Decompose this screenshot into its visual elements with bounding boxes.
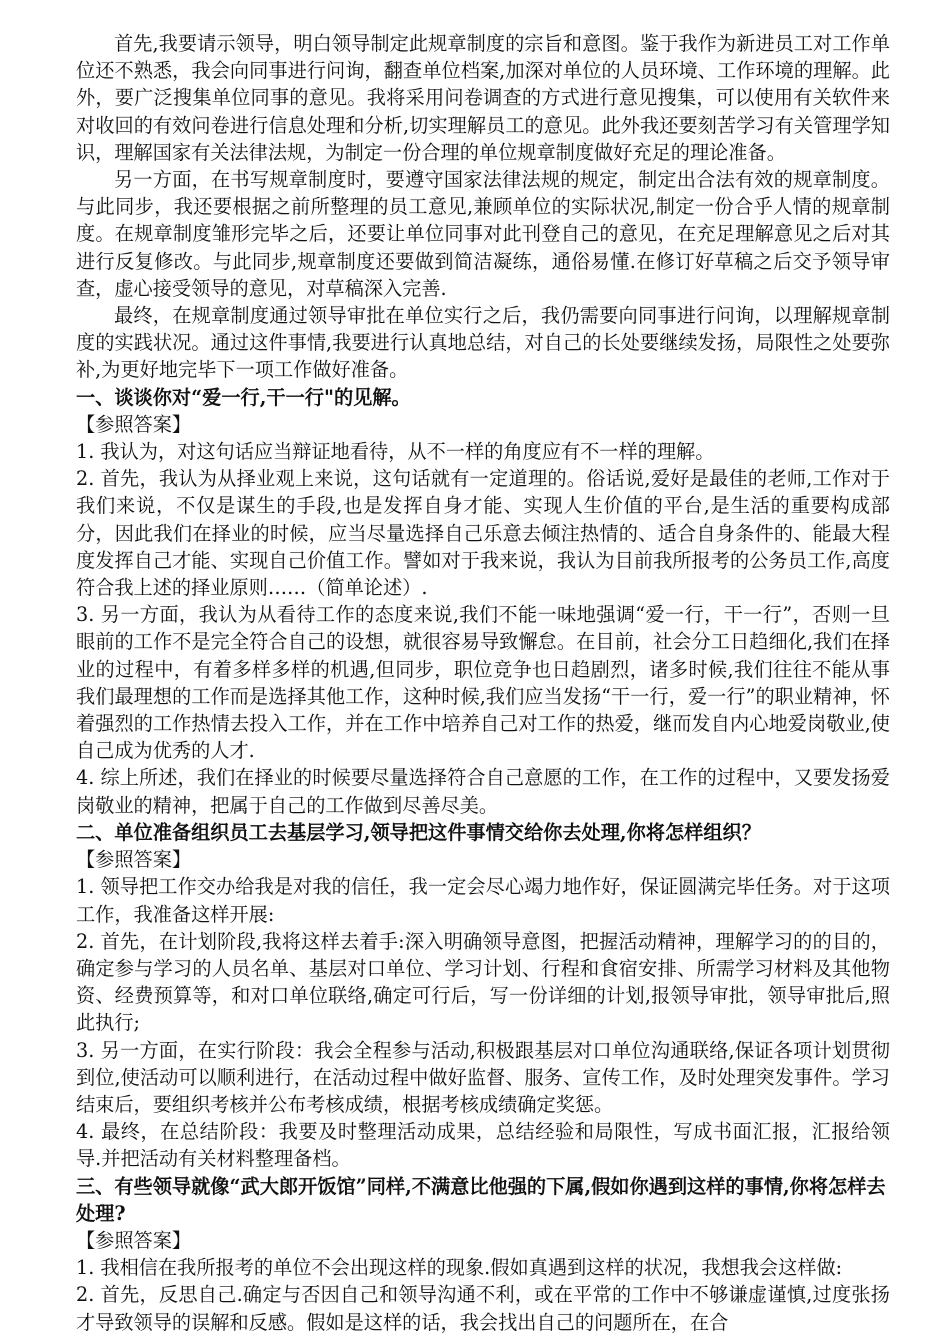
section-2-reference-label: 【参照答案】 — [76, 848, 192, 872]
intro-paragraph-1: 首先,我要请示领导，明白领导制定此规章制度的宗旨和意图。鉴于我作为新进员工对工作单位还不熟悉，我会向同事进行问询，翻查单位档案,加深对单位的人员环境、工作环境的理解。此外，要广泛搜集单位同事的意见。我将采用问卷调查的方式进行意见搜集，可以使用有关软件来对收回的有效问卷进行信息处理和分析,切实理解员工的意见。此外我还要刻苦学习有关管理学知识，理解国家有关法律法规，为制定一份合理的单位规章制度做好充足的理论准备。 — [76, 32, 890, 164]
section-2-item-2: 2. 首先，在计划阶段,我将这样去着手:深入明确领导意图，把握活动精神，理解学习的的目的，确定参与学习的人员名单、基层对口单位、学习计划、行程和食宿安排、所需学习材料及其他物资、经费预算等，和对口单位联络,确定可行后，写一份详细的计划,报领导审批，领导审批后,照此执行; — [76, 929, 890, 1035]
section-3-item-1: 1. 我相信在我所报考的单位不会出现这样的现象.假如真遇到这样的状况，我想我会这样做: — [76, 1256, 843, 1280]
section-1-heading: 一、谈谈你对“爱一行,干一行"的见解。 — [76, 385, 411, 409]
section-1-item-3: 3. 另一方面，我认为从看待工作的态度来说,我们不能一味地强调“爱一行，干一行”，否则一旦眼前的工作不是完全符合自己的设想，就很容易导致懈怠。在目前，社会分工日趋细化,我们在择业的过程中，有着多样多样的机遇,但同步，职位竞争也日趋剧烈，诸多时候,我们往往不能从事我们最理想的工作而是选择其他工作，这种时候,我们应当发扬“干一行，爱一行”的职业精神，怀着强烈的工作热情去投入工作，并在工作中培养自己对工作的热爱，继而发自内心地爱岗敬业,使自己成为优秀的人才. — [76, 603, 890, 763]
section-1-item-1: 1. 我认为，对这句话应当辩证地看待，从不一样的角度应有不一样的理解。 — [76, 440, 715, 464]
section-3-reference-label: 【参照答案】 — [76, 1228, 192, 1252]
intro-paragraph-3: 最终，在规章制度通过领导审批在单位实行之后，我仍需要向同事进行问询，以理解规章制度的实践状况。通过这件事情,我要进行认真地总结，对自己的长处要继续发扬，局限性之处要弥补,为更好地完毕下一项工作做好准备。 — [76, 304, 890, 382]
section-2 — [76, 819, 890, 1173]
section-3 — [76, 1173, 890, 1336]
section-3-heading: 三、有些领导就像“武大郎开饭馆”同样,不满意比他强的下属,假如你遇到这样的事情,你将怎样去处理? — [76, 1174, 886, 1225]
section-2-item-4: 4. 最终，在总结阶段：我要及时整理活动成果，总结经验和局限性，写成书面汇报，汇报给领导.并把活动有关材料整理备档。 — [76, 1120, 890, 1171]
intro-paragraph-2: 另一方面，在书写规章制度时，要遵守国家法律法规的规定，制定出合法有效的规章制度。与此同步，我还要根据之前所整理的员工意见,兼顾单位的实际状况,制定一份合乎人情的规章制度。在规章制度雏形完毕之后，还要让单位同事对此刊登自己的意见，在充足理解意见之后对其进行反复修改。与此同步,规章制度还要做到简洁凝练，通俗易懂.在修订好草稿之后交予领导审查，虚心接受领导的意见，对草稿深入完善. — [76, 168, 890, 300]
section-2-item-1: 1. 领导把工作交办给我是对我的信任，我一定会尽心竭力地作好，保证圆满完毕任务。对于这项工作，我准备这样开展: — [76, 875, 890, 926]
section-1-item-2: 2. 首先，我认为从择业观上来说，这句话就有一定道理的。俗话说,爱好是最佳的老师,工作对于我们来说，不仅是谋生的手段,也是发挥自身才能、实现人生价值的平台,是生活的重要构成部分，因此我们在择业的时候，应当尽量选择自己乐意去倾注热情的、适合自身条件的、能最大程度发挥自己才能、实现自己价值工作。譬如对于我来说，我认为目前我所报考的公务员工作,高度符合我上述的择业原则……（简单论述）. — [76, 467, 890, 600]
section-1 — [76, 384, 890, 819]
section-1-reference-label: 【参照答案】 — [76, 412, 192, 436]
section-3-item-2: 2. 首先，反思自己.确定与否因自己和领导沟通不利，或在平常的工作中不够谦虚谨慎,过度张扬才导致领导的误解和反感。假如是这样的话，我会找出自己的问题所在，在合 — [76, 1283, 890, 1334]
section-2-heading: 二、单位准备组织员工去基层学习,领导把这件事情交给你去处理,你将怎样组织？ — [76, 820, 761, 844]
section-2-item-3: 3. 另一方面，在实行阶段：我会全程参与活动,积极跟基层对口单位沟通联络,保证各项计划贯彻到位,使活动可以顺利进行，在活动过程中做好监督、服务、宣传工作，及时处理突发事件。学习结束后，要组织考核并公布考核成绩，根据考核成绩确定奖惩。 — [76, 1038, 890, 1116]
section-1-item-4: 4. 综上所述，我们在择业的时候要尽量选择符合自己意愿的工作，在工作的过程中，又要发扬爱岗敬业的精神，把属于自己的工作做到尽善尽美。 — [76, 766, 890, 817]
